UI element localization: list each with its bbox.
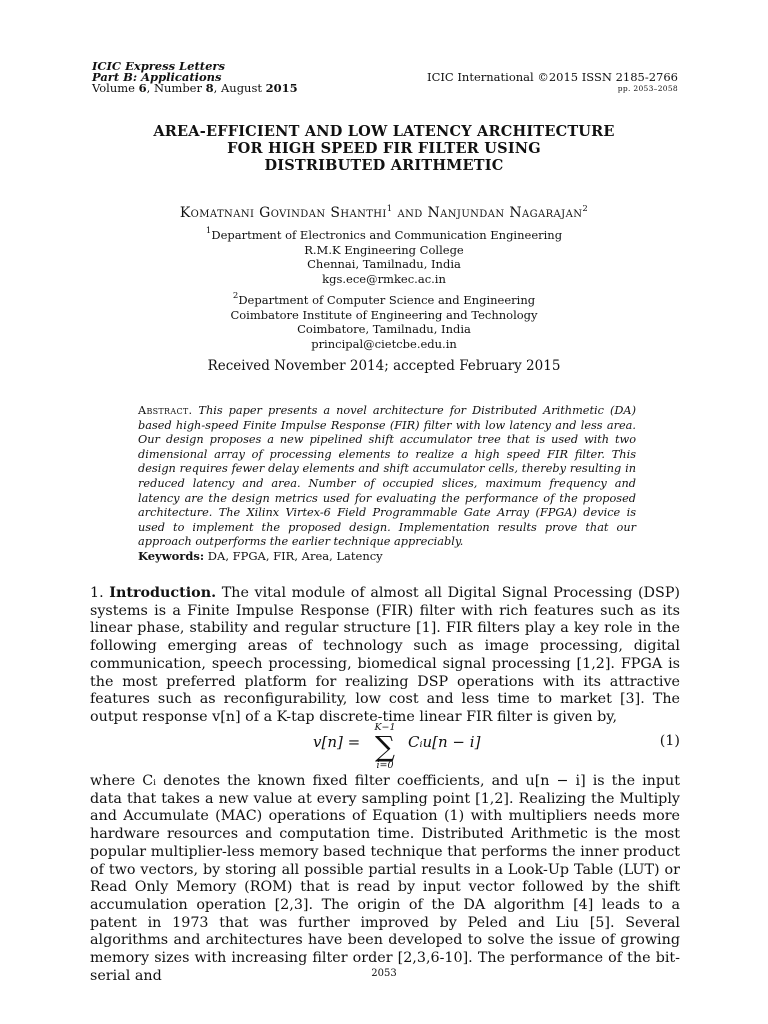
summation-upper: K−1 [374,722,396,733]
affiliation-email[interactable]: principal@cietcbe.edu.in [311,336,457,351]
affiliation-2-mark: 2 [232,291,239,301]
summation [365,723,405,771]
volume-number: 6 [138,81,147,95]
author-1: Komatnani Govindan Shanthi [179,205,387,221]
affiliation-line: Coimbatore, Tamilnadu, India [297,322,471,336]
title-line: DISTRIBUTED ARITHMETIC [264,157,504,174]
keywords-list: DA, FPGA, FIR, Area, Latency [207,549,383,563]
title-line: FOR HIGH SPEED FIR FILTER USING [227,140,541,157]
affiliation-line [0,228,768,243]
affiliation-1-mark: 1 [205,226,212,236]
paper-title [0,123,768,174]
volume-prefix: Volume [92,81,139,95]
author-line [0,205,768,221]
received-dates: Received November 2014; accepted February 2015 [207,358,561,374]
author-2: Nanjundan Nagarajan [427,205,583,221]
author-and: and [392,205,428,221]
abstract [138,404,636,550]
page-number: 2053 [371,968,397,979]
intro-paragraph-1 [90,585,680,727]
affiliation-2 [0,293,768,351]
intro-text-1: The vital module of almost all Digital Signal Processing (DSP) systems is a Finite Impulse Response (FIR) filter with rich features such as its linear phase, stability and regular structure [1]. FIR filters play a key role in the following emerging areas of technology such as image processing, digital communication, speech processing, biomedical signal processing [1,2]. FPGA is the most preferred platform for realizing DSP operations with its attractive features such as reconfigurability, low cost and less time to market [3]. The output response v[n] of a K-tap discrete-time linear FIR filter is given by, [90,585,681,725]
journal-name: ICIC Express Letters [92,59,225,73]
affiliation-line: Coimbatore Institute of Engineering and Technology [230,307,538,322]
number-prefix: , Number [146,81,206,95]
affiliation-line: R.M.K Engineering College [304,242,464,257]
affiliation-line [0,293,768,308]
publisher-issn: ICIC International ©2015 ISSN 2185-2766 [427,70,678,84]
year: 2015 [265,81,298,95]
intro-paragraph-2: where Cᵢ denotes the known fixed filter coefficients, and u[n − i] is the input data that takes a new value at every sampling point [1,2]. Realizing the Multiply and Accumulate (MAC) operations of Equation (1) with multipliers needs more hardware resources and computation time. Distributed Arithmetic is the most popular multiplier-less memory based technique that performs the inner product of two vectors, by storing all possible partial results in a Look-Up Table (LUT) or Read Only Memory (ROM) that is read by input vector followed by the shift accumulation operation [2,3]. The origin of the DA algorithm [4] leads to a patent in 1973 that was further improved by Peled and Liu [5]. Several algorithms and architectures have been developed to solve the issue of growing memory sizes with increasing filter order [2,3,6-10]. The performance of the bit-serial and [90,773,680,984]
date-prefix: , August [213,81,266,95]
volume-info [92,82,298,95]
abstract-label: Abstract. [138,404,193,417]
title-line: AREA-EFFICIENT AND LOW LATENCY ARCHITECTURE [153,123,615,140]
keywords [138,549,383,563]
equation-lhs: v[n] = [313,733,361,751]
journal-part: Part B: Applications [92,70,222,84]
summation-lower: i=0 [376,760,394,771]
affiliation-line: Chennai, Tamilnadu, India [307,257,461,271]
equation-1 [90,722,680,771]
equation-rhs: Cᵢu[n − i] [408,733,481,751]
sigma-symbol: ∑ [375,730,395,763]
affiliation-department: Department of Electronics and Communication Engineering [211,228,563,242]
author-1-mark: 1 [386,204,393,214]
abstract-text: This paper presents a novel architecture for Distributed Arithmetic (DA) based high-speed Finite Impulse Response (FIR) filter with low latency and less area. Our design proposes a new pipelined shift accumulator tree that is used with two dimensional array of processing elements to realize a high speed FIR filter. This design requires fewer delay elements and shift accumulator cells, thereby resulting in reduced latency and area. Number of occupied slices, maximum frequency and latency are the design metrics used for evaluating the performance of the proposed architecture. The Xilinx Virtex-6 Field Programmable Gate Array (FPGA) device is used to implement the proposed design. Implementation results prove that our approach outperforms the earlier technique appreciably. [138,404,636,549]
affiliation-1 [0,228,768,286]
issue-number: 8 [205,81,214,95]
section-number: 1. [90,585,104,601]
equation-number: (1) [659,733,680,749]
author-2-mark: 2 [582,204,589,214]
keywords-label: Keywords: [138,549,205,563]
page-range: pp. 2053–2058 [617,84,678,93]
affiliation-email[interactable]: kgs.ece@rmkec.ac.in [322,271,446,286]
affiliation-department: Department of Computer Science and Engineering [238,293,536,307]
section-title: Introduction. [109,585,217,601]
